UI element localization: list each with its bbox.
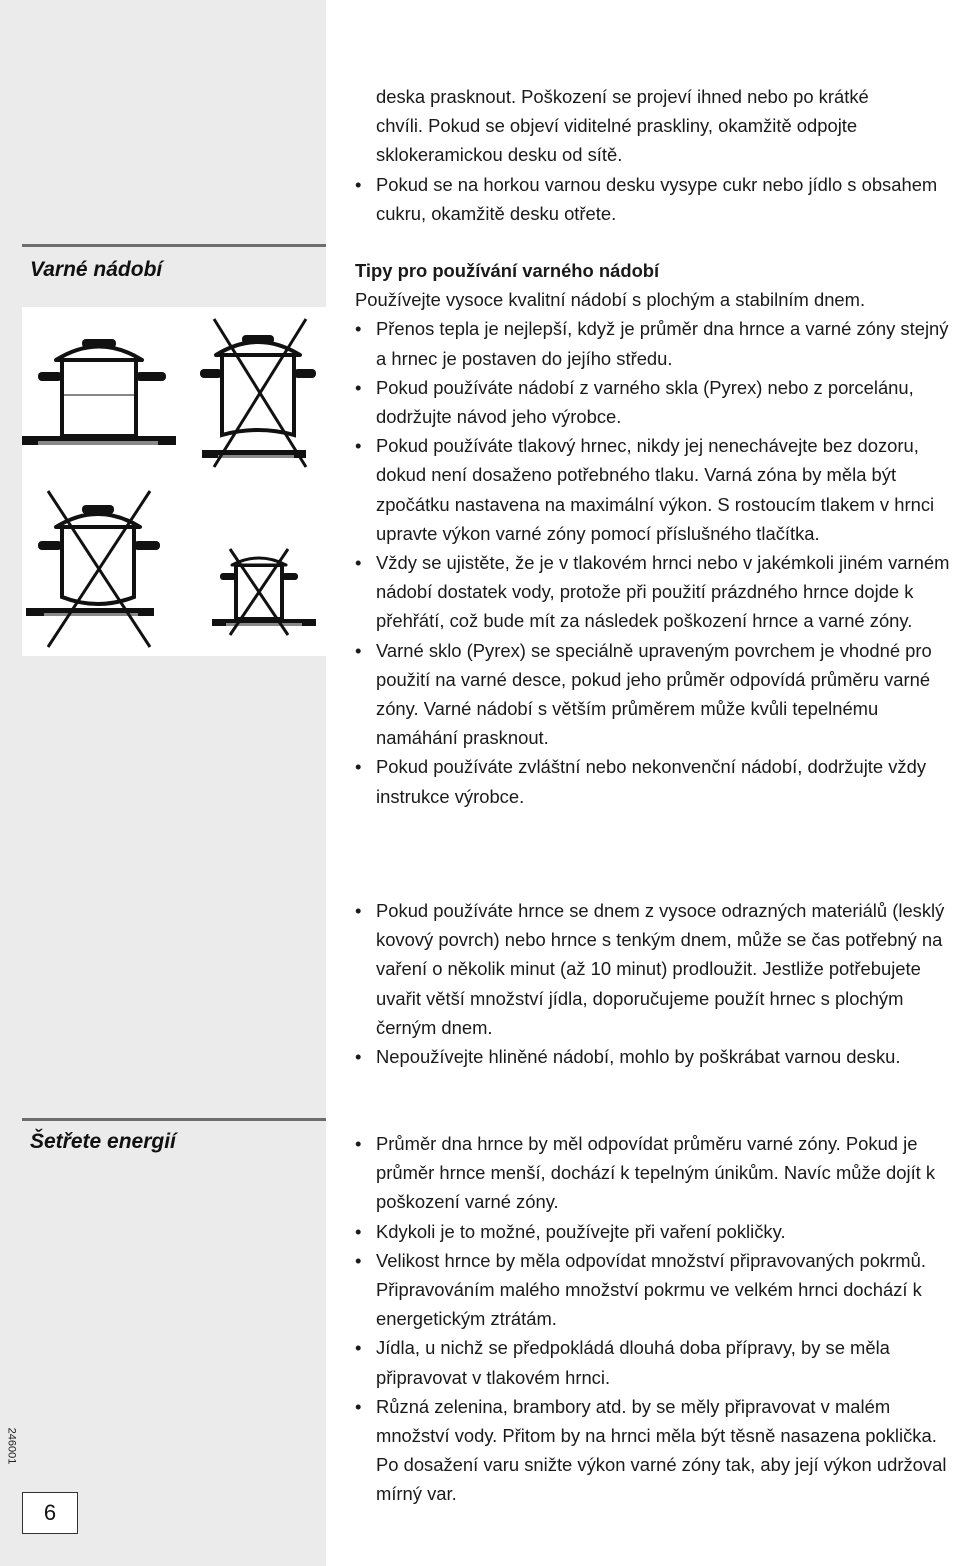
list-item: • Vždy se ujistěte, že je v tlakovém hrnci nebo v jakémkoli jiném varném nádobí dostatek vody, protože při použití prázdného hrnce dojde k přehřátí, což bude mít za následek poškození hrnce a varné zóny. <box>355 548 960 636</box>
section-title-cookware: Varné nádobí <box>30 258 163 281</box>
section-divider <box>22 244 326 247</box>
list-item: • Velikost hrnce by měla odpovídat množství připravovaných pokrmů. Připravováním malého množství pokrmu ve velkém hrnci dochází k energetickým ztrátám. <box>355 1246 960 1334</box>
intro-line: deska prasknout. Poškození se projeví ihned nebo po krátké <box>376 86 869 107</box>
cookware-lead: Používejte vysoce kvalitní nádobí s plochým a stabilním dnem. <box>355 289 866 311</box>
section-title-energy: Šetřete energií <box>30 1130 176 1153</box>
cookware-more-block <box>355 896 960 1071</box>
cookware-illustration <box>22 307 326 656</box>
list-item: • Různá zelenina, brambory atd. by se měly připravovat v malém množství vody. Přitom by na hrnci měla být těsně nasazena poklička. Po dosažení varu snižte výkon varné zóny tak, aby její výkon udržoval mírný var. <box>355 1392 960 1509</box>
sidebar <box>0 0 326 1566</box>
list-item: • Pokud používáte tlakový hrnec, nikdy jej nenechávejte bez dozoru, dokud není dosaženo potřebného tlaku. Varná zóna by měla být zpočátku nastavena na maximální výkon. S rostoucím tlakem v hrnci upravte výkon varné zóny pomocí příslušného tlačítka. <box>355 431 960 548</box>
cookware-heading: Tipy pro používání varného nádobí <box>355 260 660 281</box>
list-item: • Pokud se na horkou varnou desku vysype cukr nebo jídlo s obsahem cukru, okamžitě desku otřete. <box>355 170 960 228</box>
list-item: • Průměr dna hrnce by měl odpovídat průměru varné zóny. Pokud je průměr hrnce menší, dochází k tepelným únikům. Navíc může dojít k poškození varné zóny. <box>355 1129 960 1217</box>
pot-correct-icon <box>22 339 176 445</box>
list-item: • Pokud používáte nádobí z varného skla (Pyrex) nebo z porcelánu, dodržujte návod jeho výrobce. <box>355 373 960 431</box>
list-item: • Nepoužívejte hliněné nádobí, mohlo by poškrábat varnou desku. <box>355 1042 960 1071</box>
section-divider <box>22 1118 326 1121</box>
intro-line: sklokeramickou desku od sítě. <box>376 144 623 166</box>
intro-line: chvíli. Pokud se objeví viditelné praskliny, okamžitě odpojte <box>376 115 858 137</box>
pot-wrong-bottom-icon <box>200 319 316 467</box>
list-item: • Kdykoli je to možné, používejte při vaření pokličky. <box>355 1217 960 1246</box>
pot-wrong-convex-icon <box>26 491 160 647</box>
page-code: 246001 <box>5 1427 18 1465</box>
list-item: • Přenos tepla je nejlepší, když je průměr dna hrnce a varné zóny stejný a hrnec je postaven do jejího středu. <box>355 314 960 372</box>
list-item: • Varné sklo (Pyrex) se speciálně upraveným povrchem je vhodné pro použití na varné desce, pokud jeho průměr odpovídá průměru varné zóny. Varné nádobí s větším průměrem může kvůli tepelnému namáhání prasknout. <box>355 636 960 753</box>
list-item: • Pokud používáte hrnce se dnem z vysoce odrazných materiálů (lesklý kovový povrch) nebo hrnce s tenkým dnem, může se čas potřebný na vaření o několik minut (až 10 minut) prodloužit. Jestliže potřebujete uvařit větší množství jídla, doporučujeme použít hrnec s plochým černým dnem. <box>355 896 960 1042</box>
energy-block <box>355 1129 960 1509</box>
page-number: 6 <box>22 1492 78 1534</box>
intro-block <box>355 82 960 228</box>
list-item: • Jídla, u nichž se předpokládá dlouhá doba přípravy, by se měla připravovat v tlakovém hrnci. <box>355 1333 960 1391</box>
pot-wrong-small-icon <box>212 549 316 635</box>
cookware-block <box>355 256 960 811</box>
list-item: • Pokud používáte zvláštní nebo nekonvenční nádobí, dodržujte vždy instrukce výrobce. <box>355 752 960 810</box>
